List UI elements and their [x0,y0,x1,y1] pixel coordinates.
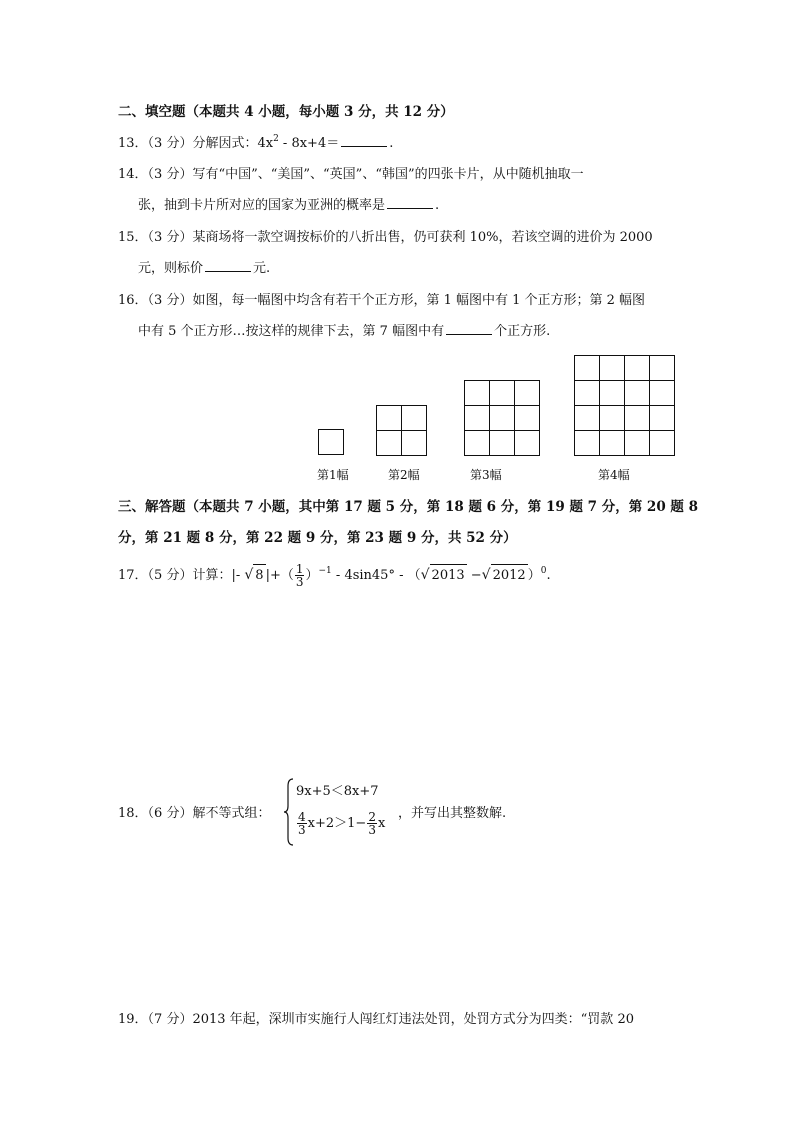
q13-rest: - 8x+4＝ [278,136,340,151]
figure-3-grid [464,380,540,456]
question-13 [118,135,393,154]
question-15-line-2 [138,260,270,278]
q18-fraction-1 [297,811,307,836]
q17-part-3: ） [305,568,319,583]
q17-fraction-denominator: 3 [295,575,304,589]
q14-answer-blank[interactable] [387,197,433,209]
figure-4-caption: 第4幅 [598,468,630,482]
q16-answer-blank[interactable] [446,323,492,335]
section-heading-fill-in: 二、填空题（本题共 4 小题，每小题 3 分，共 12 分） [118,104,454,120]
q17-prefix: 17．（5 分）计算：|- [118,568,245,583]
question-18-suffix: ，并写出其整数解. [398,806,507,821]
question-16-line-2 [138,323,550,341]
q17-exponent-1: −1 [318,566,332,576]
q17-radicand-2: 2013 [430,564,467,587]
q18-x: x [377,816,386,831]
figure-1-caption: 第1幅 [317,468,349,482]
question-19-line-1: 19．（7 分）2013 年起，深圳市实施行人闯红灯违法处罚，处罚方式分为四类：“罚款 20 [118,1012,634,1027]
inequality-2 [296,807,385,841]
q16-text: 中有 5 个正方形…按这样的规律下去，第 7 幅图中有 [138,324,445,339]
q17-part-6: ） [527,568,541,583]
figure-1-grid [318,429,344,455]
figure-3-caption: 第3幅 [470,468,502,482]
q18-fraction-1-numerator: 4 [298,810,306,824]
q15-answer-blank[interactable] [205,260,251,272]
q17-part-2: |+（ [265,568,294,583]
q17-fraction-numerator: 1 [295,562,304,576]
q17-fraction [295,563,305,588]
sqrt-icon: √ [481,567,491,583]
figure-2-caption: 第2幅 [388,468,420,482]
q16-end: 个正方形. [494,324,551,339]
q17-part-5: − [466,568,482,583]
section-heading-solve-line-2: 分，第 21 题 8 分，第 22 题 9 分，第 23 题 9 分，共 52 分） [118,530,517,546]
q17-exponent-2: 0 [540,566,547,576]
q13-end: . [389,136,394,151]
q18-fraction-2-denominator: 3 [368,823,376,837]
sqrt-icon: √ [420,567,430,583]
q17-radicand-3: 2012 [491,564,528,587]
figure-4-grid [574,355,675,456]
question-14-line-1: 14．（3 分）写有“中国”、“美国”、“英国”、“韩国”的四张卡片，从中随机抽取一 [118,167,584,182]
q18-mid: x+2＞1− [307,816,367,831]
figure-2-grid [376,405,427,456]
q15-text: 元，则标价 [138,261,204,276]
question-18-prefix: 18．（6 分）解不等式组： [118,806,271,821]
q18-fraction-2-numerator: 2 [368,810,376,824]
q18-fraction-2 [367,811,377,836]
sqrt-icon: √ [244,567,254,583]
inequality-1: 9x+5＜8x+7 [296,784,379,799]
q14-end: . [435,198,440,213]
question-16-line-1: 16．（3 分）如图，每一幅图中均含有若干个正方形，第 1 幅图中有 1 个正方形；第 2 幅图 [118,293,646,308]
q13-answer-blank[interactable] [341,135,387,147]
q18-fraction-1-denominator: 3 [298,823,306,837]
q13-text: 13．（3 分）分解因式：4x [118,136,274,151]
q13-exponent: 2 [273,134,279,144]
question-17 [118,563,551,588]
question-15-line-1: 15．（3 分）某商场将一款空调按标价的八折出售，仍可获利 10%，若该空调的进价为 2000 [118,230,653,245]
q17-radicand-1: 8 [253,564,265,587]
q17-part-4: - 4sin45° - （ [331,568,421,583]
question-14-line-2 [138,197,439,215]
q17-end: . [546,568,551,583]
section-heading-solve-line-1: 三、解答题（本题共 7 小题，其中第 17 题 5 分，第 18 题 6 分，第 19 题 7 分，第 20 题 8 [118,499,699,515]
q15-end: 元. [253,261,271,276]
brace-icon [284,778,294,846]
q14-text: 张，抽到卡片所对应的国家为亚洲的概率是 [138,198,386,213]
